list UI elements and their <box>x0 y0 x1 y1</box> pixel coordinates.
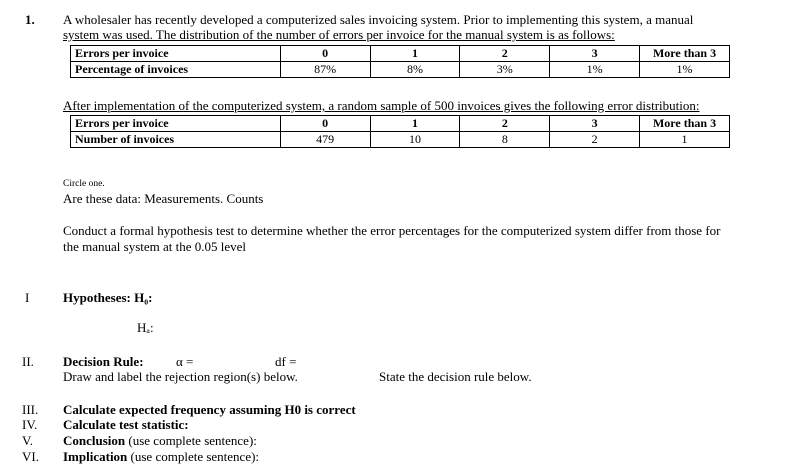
intro-line-2 <box>63 27 615 42</box>
table-cell: 3% <box>460 62 550 78</box>
row-label: Number of invoices <box>71 132 281 148</box>
table-cell: 1 <box>640 132 730 148</box>
table-cell: 479 <box>280 132 370 148</box>
table-cell: 1 <box>370 116 460 132</box>
manual-system-table <box>70 45 730 78</box>
table-cell: More than 3 <box>640 46 730 62</box>
implication-instruction: (use complete sentence): <box>127 449 260 464</box>
section-iii-numeral: III. <box>22 402 39 417</box>
df-label: df = <box>275 354 297 369</box>
table-cell: More than 3 <box>640 116 730 132</box>
data-type-question: Are these data: Measurements. Counts <box>63 191 264 206</box>
table-row <box>71 62 730 78</box>
circle-instruction: Circle one. <box>63 179 105 189</box>
intro-line-2-text: system was used. The distribution of the number of errors per invoice for the manual system is as follows: <box>63 27 615 42</box>
table-cell: 1 <box>370 46 460 62</box>
state-rule-instruction: State the decision rule below. <box>379 369 532 384</box>
row-label: Percentage of invoices <box>71 62 281 78</box>
table-cell: 10 <box>370 132 460 148</box>
hypotheses-label: Hypotheses: H₀: <box>63 290 153 305</box>
table-cell: 2 <box>550 132 640 148</box>
alternative-hypothesis-label: Hₐ: <box>137 320 154 335</box>
table-row <box>71 116 730 132</box>
alpha-label: α = <box>176 354 194 369</box>
section-ii-numeral: II. <box>22 354 34 369</box>
table-cell: 8% <box>370 62 460 78</box>
table-cell: 1% <box>640 62 730 78</box>
row-label: Errors per invoice <box>71 46 281 62</box>
draw-rejection-instruction: Draw and label the rejection region(s) below. <box>63 369 298 384</box>
task-line-2: the manual system at the 0.05 level <box>63 239 247 254</box>
table-cell: 3 <box>550 116 640 132</box>
table-cell: 0 <box>280 46 370 62</box>
section-vi-numeral: VI. <box>22 449 39 464</box>
task-line-1: Conduct a formal hypothesis test to determine whether the error percentages for the computerized system differ from those for <box>63 223 721 238</box>
implication-line <box>63 449 259 464</box>
conclusion-instruction: (use complete sentence): <box>125 433 257 448</box>
table-cell: 8 <box>460 132 550 148</box>
after-text <box>63 98 700 113</box>
table-row <box>71 46 730 62</box>
table-cell: 3 <box>550 46 640 62</box>
section-v-numeral: V. <box>22 433 33 448</box>
table-cell: 2 <box>460 116 550 132</box>
after-text-content: After implementation of the computerized system, a random sample of 500 invoices gives the following error distribution: <box>63 98 700 113</box>
table-row <box>71 132 730 148</box>
test-statistic-label: Calculate test statistic: <box>63 417 189 432</box>
row-label: Errors per invoice <box>71 116 281 132</box>
expected-frequency-label: Calculate expected frequency assuming H0 is correct <box>63 402 356 417</box>
decision-rule-label: Decision Rule: <box>63 354 144 369</box>
table-cell: 87% <box>280 62 370 78</box>
implication-label: Implication <box>63 449 128 464</box>
conclusion-line <box>63 433 257 448</box>
conclusion-label: Conclusion <box>63 433 126 448</box>
intro-line-1: A wholesaler has recently developed a computerized sales invoicing system. Prior to implementing this system, a manual <box>63 12 694 27</box>
table-cell: 2 <box>460 46 550 62</box>
problem-number: 1. <box>25 12 35 27</box>
section-iv-numeral: IV. <box>22 417 38 432</box>
table-cell: 0 <box>280 116 370 132</box>
section-i-numeral: I <box>25 290 30 305</box>
table-cell: 1% <box>550 62 640 78</box>
computerized-system-table <box>70 115 730 148</box>
